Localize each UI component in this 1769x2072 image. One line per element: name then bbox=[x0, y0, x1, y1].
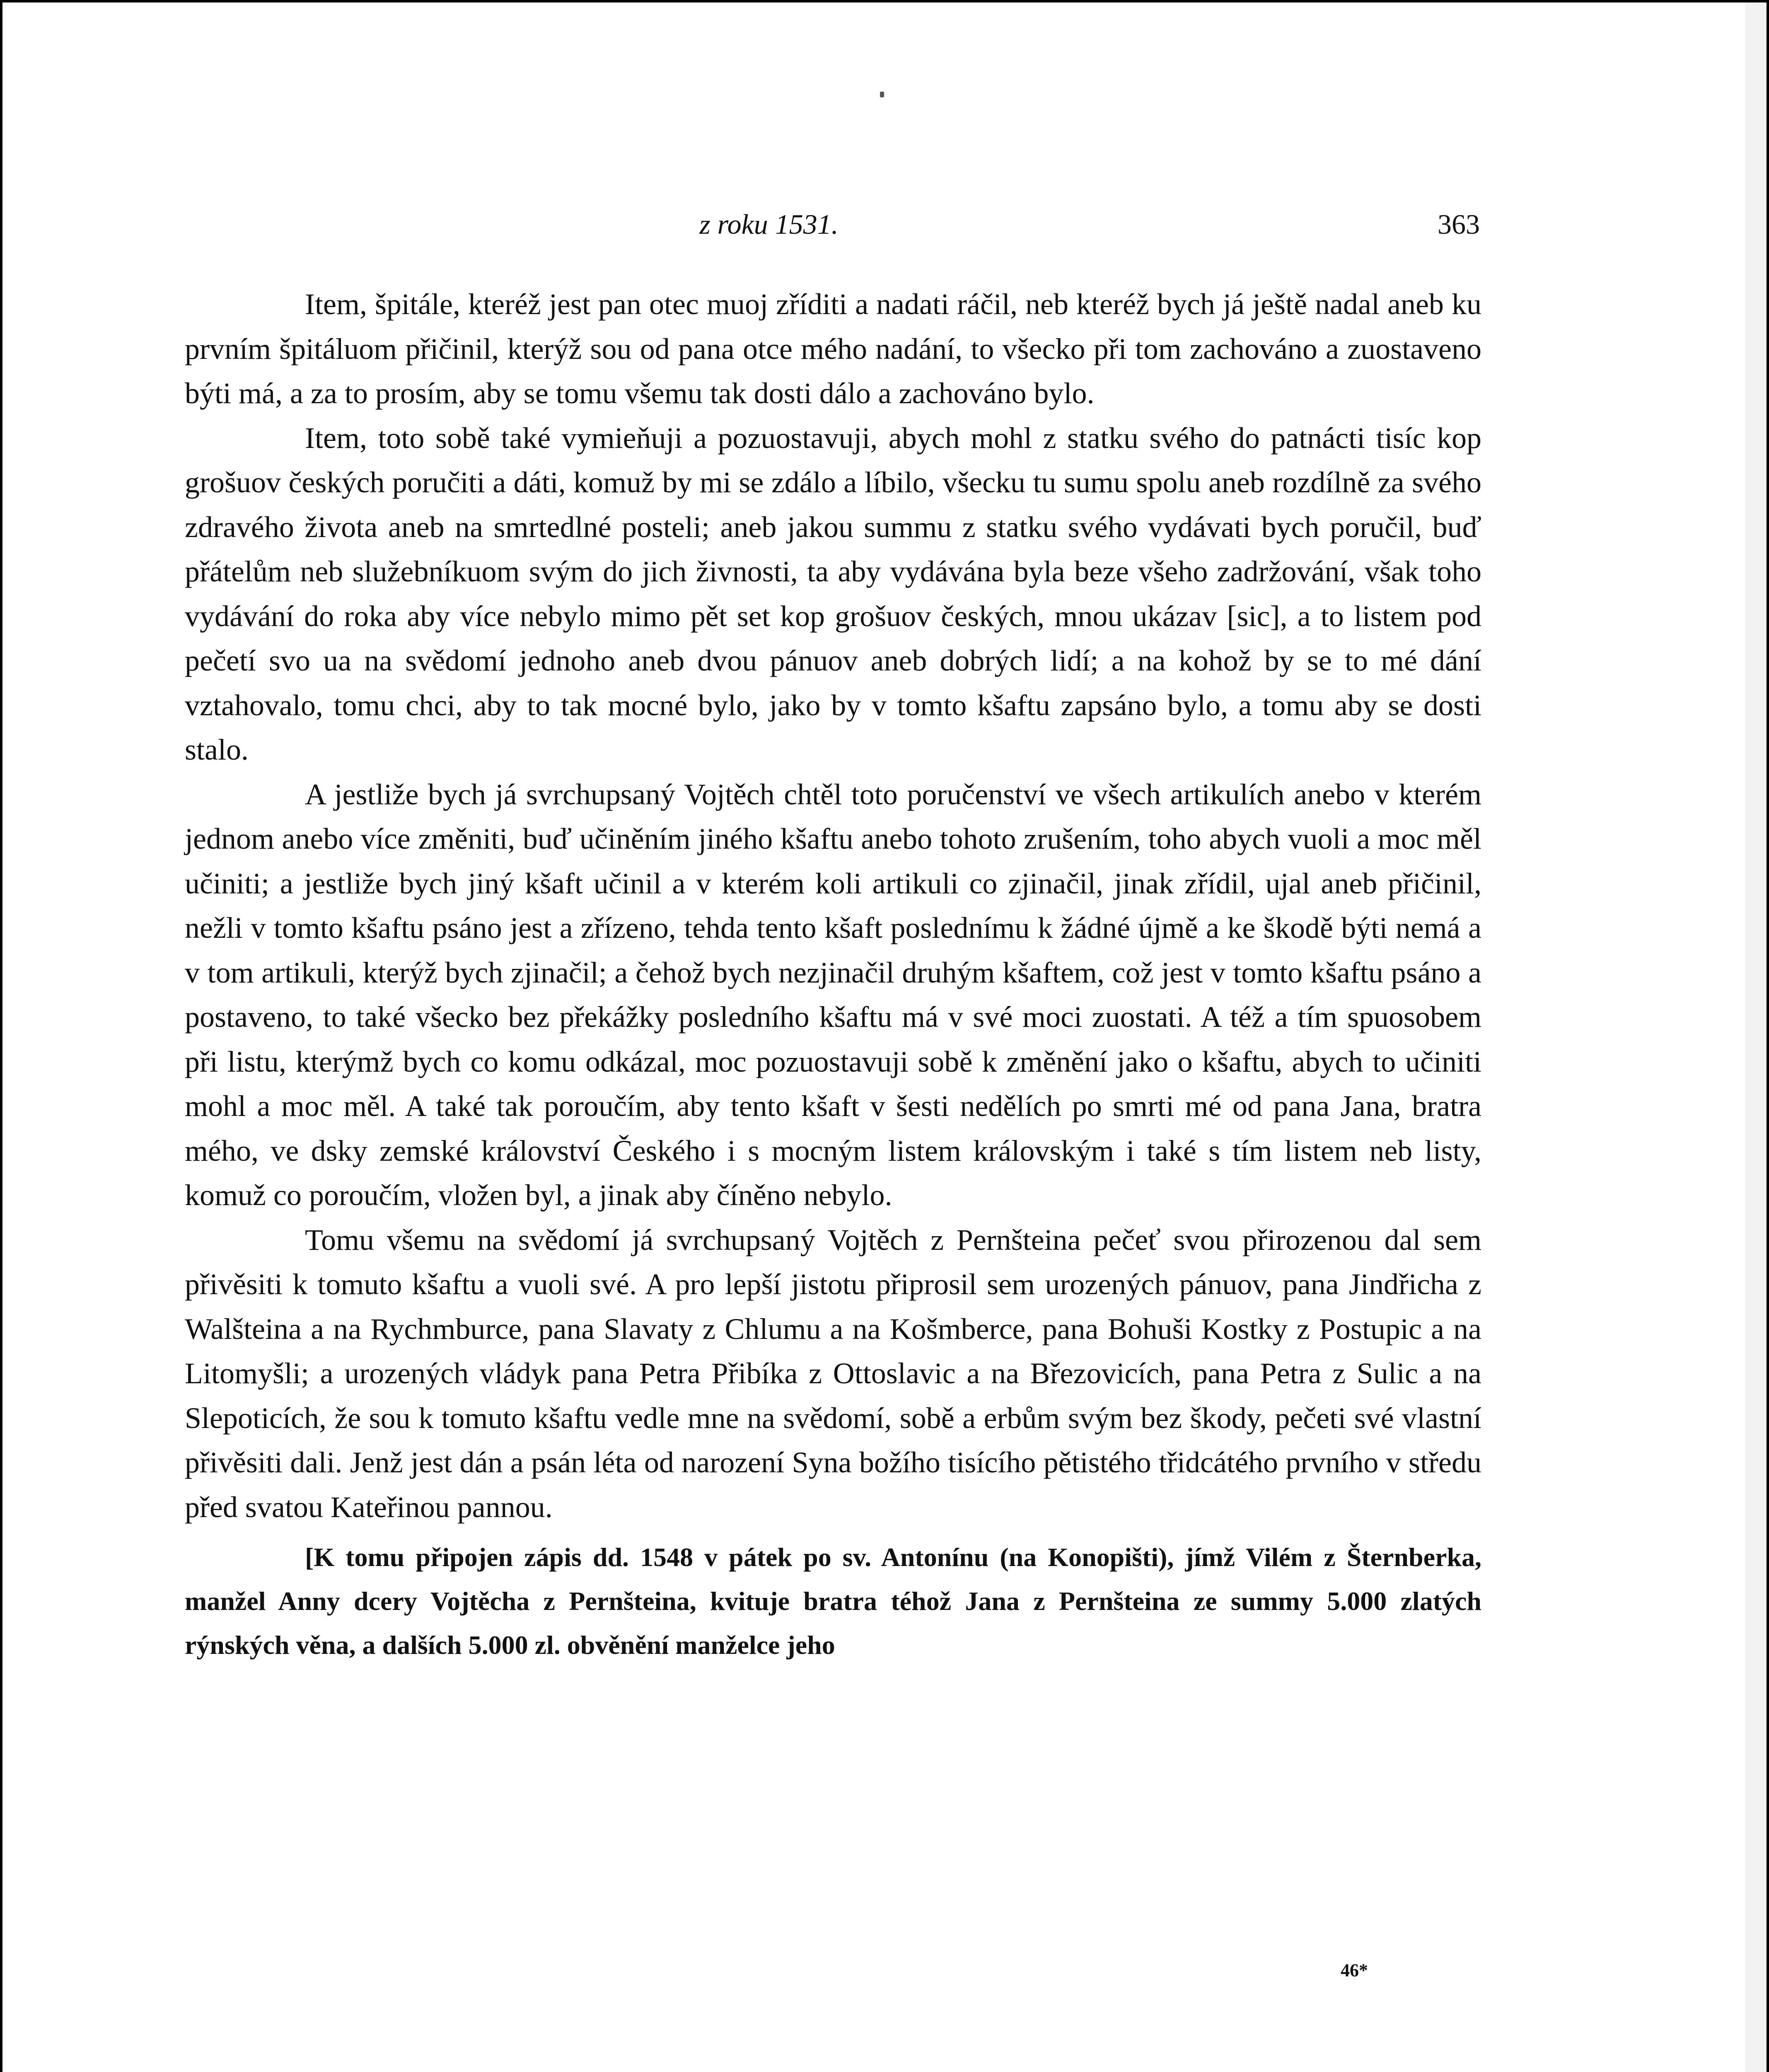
running-head bbox=[2, 206, 1745, 251]
page-number: 363 bbox=[1438, 208, 1480, 240]
document-page bbox=[2, 2, 1745, 2072]
running-title: z roku 1531. bbox=[699, 208, 839, 240]
paragraph: A jestliže bych já svrchupsaný Vojtěch chtěl toto poručenství ve všech artikulích anebo v kterém jednom anebo více změniti, buď učiněním jiného kšaftu anebo tohoto zrušením, toho abych vuoli a moc měl učiniti; a jestliže bych jiný kšaft učinil a v kterém koli artikuli co zjinačil, jinak zřídil, ujal aneb přičinil, nežli v tomto kšaftu psáno jest a zřízeno, tehda tento kšaft poslednímu k žádné újmě a ke škodě býti nemá a v tom artikuli, kterýž bych zjinačil; a čehož bych nezjinačil druhým kšaftem, což jest v tomto kšaftu psáno a postaveno, to také všecko bez překážky posledního kšaftu má v své moci zuostati. A též a tím spuosobem při listu, kterýmž bych co komu odkázal, moc pozuostavuji sobě k změnění jako o kšaftu, abych to učiniti mohl a moc měl. A také tak poroučím, aby tento kšaft v šesti nedělích po smrti mé od pana Jana, bratra mého, ve dsky zemské království Českého i s mocným listem královským i také s tím listem neb listy, komuž co poroučím, vložen byl, a jinak aby číněno nebylo. bbox=[185, 777, 1481, 1212]
paragraph: Item, špitále, kteréž jest pan otec muoj zříditi a nadati ráčil, neb kteréž bych já ještě nadal aneb ku prvním špitáluom přičinil, kterýž sou od pana otce mého nadání, to všecko při tom zachováno a zuostaveno býti má, a za to prosím, aby se tomu všemu tak dosti dálo a zachováno bylo. bbox=[185, 288, 1481, 410]
signature-mark: 46* bbox=[1341, 1960, 1368, 1980]
paragraph: Tomu všemu na svědomí já svrchupsaný Vojtěch z Pernšteina pečeť svou přirozenou dal sem přivěsiti k tomuto kšaftu a vuoli své. A pro lepší jistotu připrosil sem urozených pánuov, pana Jindřicha z Walšteina a na Rychmburce, pana Slavaty z Chlumu a na Košmberce, pana Bohuši Kostky z Postupic a na Litomyšli; a urozených vládyk pana Petra Přibíka z Ottoslavic a na Březovicích, pana Petra z Sulic a na Slepoticích, že sou k tomuto kšaftu vedle mne na svědomí, sobě a erbům svým bez škody, pečeti své vlastní přivěsiti dali. Jenž jest dán a psán léta od narození Syna božího tisícího pětistého třidcátého prvního v středu před svatou Kateřinou pannou. bbox=[185, 1223, 1481, 1524]
scan-edge bbox=[1745, 2, 1767, 2072]
paragraph: Item, toto sobě také vymieňuji a pozuostavuji, abych mohl z statku svého do patnácti tisíc kop grošuov českých poručiti a dáti, komuž by mi se zdálo a líbilo, všecku tu sumu spolu aneb rozdílně za svého zdravého života aneb na smrtedlné posteli; aneb jakou summu z statku svého vydávati bych poručil, buď přátelům neb služebníkuom svým do jich živnosti, ta aby vydávána byla beze všeho zadržování, však toho vydávání do roka aby více nebylo mimo pět set kop grošuov českých, mnou ukázav [sic], a to listem pod pečetí svo ua na svědomí jednoho aneb dvou pánuov aneb dobrých lidí; a na kohož by se to mé dání vztahovalo, tomu chci, aby to tak mocné bylo, jako by v tomto kšaftu zapsáno bylo, a tomu aby se dosti stalo. bbox=[185, 421, 1481, 766]
print-speck bbox=[880, 92, 884, 97]
editorial-note: [K tomu připojen zápis dd. 1548 v pátek po sv. Antonínu (na Konopišti), jímž Vilém z Šternberka, manžel Anny dcery Vojtěcha z Pernšteina, kvituje bratra téhož Jana z Pernšteina ze summy 5.000 zlatých rýnských věna, a dalších 5.000 zl. obvěnění manželce jeho bbox=[185, 1542, 1481, 1660]
text-body bbox=[185, 282, 1481, 1667]
